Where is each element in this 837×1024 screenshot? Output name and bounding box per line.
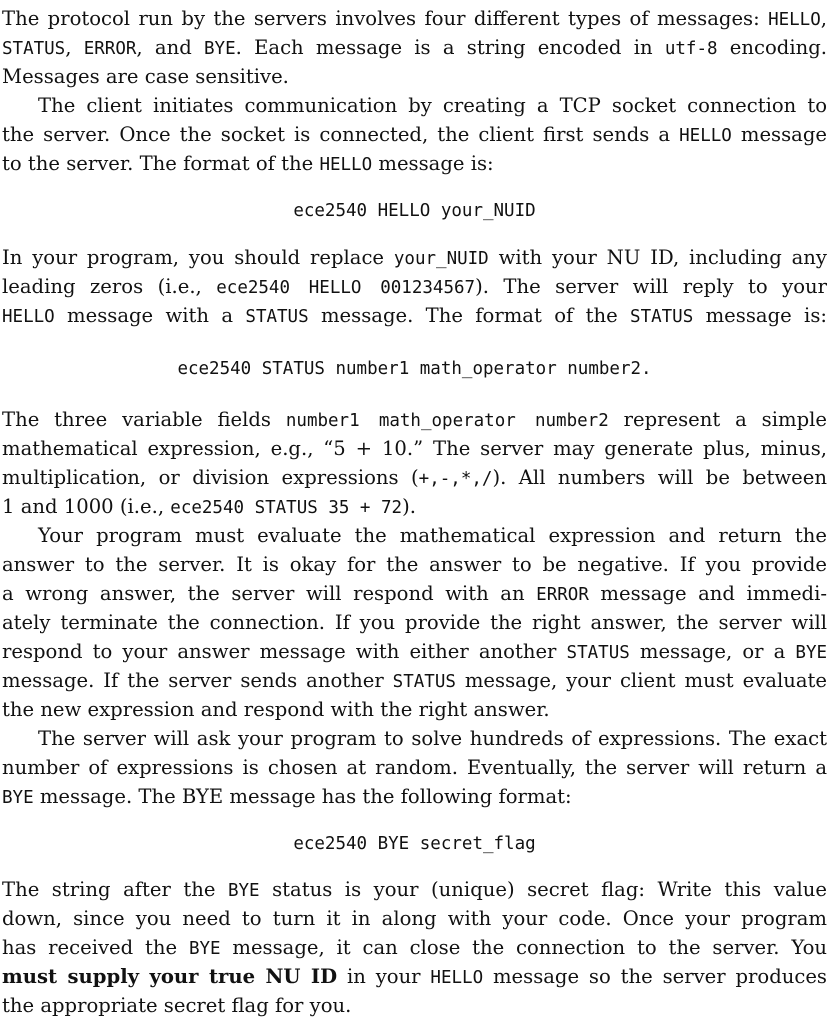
text-line (2, 405, 827, 434)
text-span: mathematical expression, e.g., “5 + 10.” The server may generate plus, minus, (2, 437, 827, 460)
text-line (2, 4, 827, 33)
text-line (2, 149, 827, 178)
text-span: message. The BYE message has the following format: (33, 785, 572, 808)
text-span: ). The server will reply to your (475, 275, 828, 298)
text-span: Your program must evaluate the mathematical expression and return the (38, 524, 827, 547)
text-span: message (731, 123, 827, 146)
code-span: BYE (2, 788, 34, 808)
text-span: the server. Once the socket is connected, the client first sends a (2, 123, 680, 146)
text-span: , and (136, 36, 204, 59)
code-span: BYE (227, 881, 260, 901)
code-display-bye (2, 828, 827, 857)
text-span: the appropriate secret flag for you. (2, 994, 352, 1017)
text-span: 1 and 1000 (i.e., (2, 495, 171, 518)
text-line (2, 492, 827, 521)
text-span: , (65, 36, 84, 59)
code-span: ERROR (83, 39, 137, 59)
text-span: represent a simple (608, 408, 827, 431)
text-span: The client initiates communication by creating a TCP socket connection to (38, 94, 827, 117)
code-span: number1 math_operator number2 (285, 411, 609, 431)
text-span: has received the (2, 936, 189, 959)
text-line (2, 301, 827, 330)
text-line (2, 608, 827, 637)
text-span: message so the server produces (483, 965, 827, 988)
text-line (2, 753, 827, 782)
text-line (2, 666, 827, 695)
code-display-hello (2, 195, 827, 224)
code-span: STATUS (392, 672, 456, 692)
text-line (2, 33, 827, 62)
code-span: STATUS (2, 39, 66, 59)
text-span: message is: (372, 152, 494, 175)
code-span: STATUS (566, 643, 630, 663)
text-line (2, 62, 827, 91)
code-span: utf-8 (664, 39, 718, 59)
text-line (2, 550, 827, 579)
text-line (2, 991, 827, 1020)
code-span: HELLO (768, 10, 821, 30)
text-span: message. If the server sends another (2, 669, 393, 692)
text-span: with your NU ID, including any (488, 246, 827, 269)
text-span: multiplication, or division expressions ( (2, 466, 419, 489)
text-line (2, 579, 827, 608)
text-line (2, 120, 827, 149)
text-span: number of expressions is chosen at random. Eventually, the server will return a (2, 756, 827, 779)
code-span: ece2540 STATUS number1 math_operator number2. (177, 359, 652, 379)
text-span: a wrong answer, the server will respond with an (2, 582, 537, 605)
text-span: ). All numbers will be between (492, 466, 827, 489)
text-span: message, your client must evaluate (455, 669, 827, 692)
text-span: ately terminate the connection. If you provide the right answer, the server will (2, 611, 827, 634)
text-line (2, 637, 827, 666)
text-line (2, 434, 827, 463)
code-span: ece2540 HELLO 001234567 (216, 278, 476, 298)
text-line (2, 521, 827, 550)
text-span: message and immedi- (588, 582, 827, 605)
text-span: ). (402, 495, 416, 518)
code-span: ece2540 BYE secret_flag (293, 834, 536, 854)
text-line (2, 272, 827, 301)
code-span: HELLO (679, 126, 732, 146)
code-span: HELLO (2, 307, 55, 327)
text-span: the new expression and respond with the right answer. (2, 698, 550, 721)
text-line (2, 933, 827, 962)
text-span: In your program, you should replace (2, 246, 394, 269)
code-span: BYE (188, 939, 221, 959)
text-span: encoding. (717, 36, 827, 59)
text-line (2, 875, 827, 904)
text-span: answer to the server. It is okay for the answer to be negative. If you provide (2, 553, 827, 576)
code-span: +,-,*,/ (418, 469, 493, 489)
text-span: respond to your answer message with either another (2, 640, 567, 663)
text-line (2, 463, 827, 492)
code-span: ece2540 HELLO your_NUID (293, 201, 536, 221)
code-span: STATUS (630, 307, 694, 327)
code-span: HELLO (319, 155, 373, 175)
code-span: ERROR (536, 585, 589, 605)
code-display-status (2, 353, 827, 382)
code-span: your_NUID (393, 249, 489, 269)
text-span: down, since you need to turn it in along with your code. Once your program (2, 907, 827, 930)
text-span: , (820, 7, 827, 30)
code-span: ece2540 STATUS 35 + 72 (170, 498, 403, 518)
text-span: in your (337, 965, 431, 988)
text-span: message, or a (629, 640, 796, 663)
bold-span: must supply your true NU ID (2, 965, 338, 988)
text-span: message is: (693, 304, 827, 327)
text-span: The string after the (2, 878, 228, 901)
code-span: BYE (795, 643, 828, 663)
text-span: The server will ask your program to solve hundreds of expressions. The exact (38, 727, 827, 750)
text-line (2, 91, 827, 120)
text-line (2, 243, 827, 272)
text-span: leading zeros (i.e., (2, 275, 217, 298)
text-span: to the server. The format of the (2, 152, 320, 175)
text-line (2, 724, 827, 753)
text-span: message, it can close the connection to the server. You (220, 936, 827, 959)
text-line (2, 782, 827, 811)
text-span: The protocol run by the servers involves four different types of messages: (2, 7, 769, 30)
code-span: STATUS (245, 307, 309, 327)
text-span: message. The format of the (308, 304, 631, 327)
text-line (2, 904, 827, 933)
text-span: Messages are case sensitive. (2, 65, 289, 88)
text-span: The three variable fields (2, 408, 286, 431)
text-span: status is your (unique) secret flag: Write this value (259, 878, 827, 901)
code-span: HELLO (430, 968, 484, 988)
text-span: . Each message is a string encoded in (235, 36, 665, 59)
text-line (2, 962, 827, 991)
text-line (2, 695, 827, 724)
text-span: message with a (54, 304, 246, 327)
code-span: BYE (204, 39, 236, 59)
